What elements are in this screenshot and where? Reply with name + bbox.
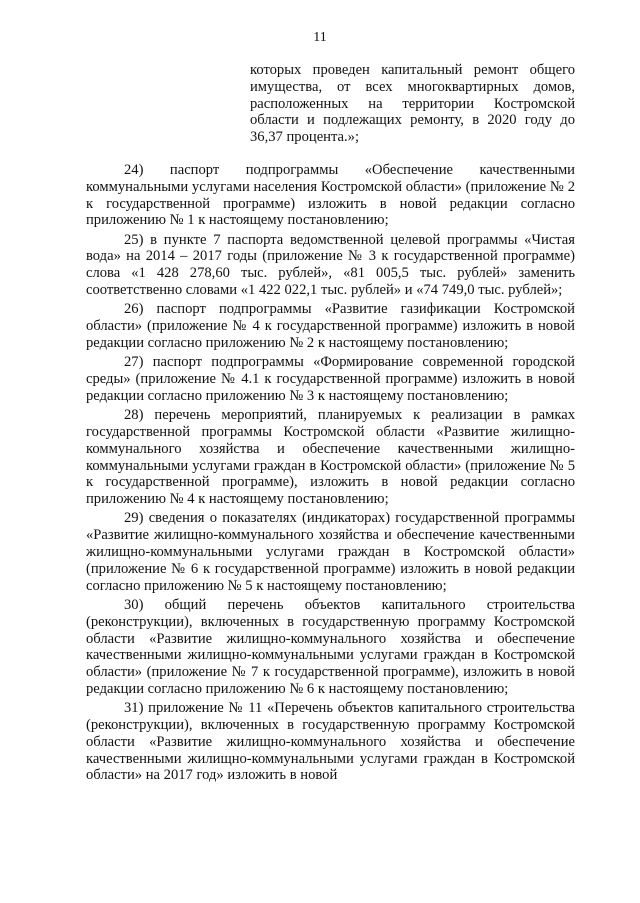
- paragraph-29: 29) сведения о показателях (индикаторах) государственной программы «Развитие жилищно-коммунального хозяйства и обеспечение качественными жилищно-коммунальными услугами граждан в Костромской области» (приложение № 6 к государственной программе) изложить в новой редакции согласно приложению № 5 к настоящему постановлению;: [86, 510, 575, 594]
- paragraph-26: 26) паспорт подпрограммы «Развитие газификации Костромской области» (приложение № 4 к государственной программе) изложить в новой редакции согласно приложению № 2 к настоящему постановлению;: [86, 301, 575, 351]
- paragraph-27: 27) паспорт подпрограммы «Формирование современной городской среды» (приложение № 4.1 к государственной программе) изложить в новой редакции согласно приложению № 3 к настоящему постановлению;: [86, 354, 575, 404]
- paragraph-24: 24) паспорт подпрограммы «Обеспечение качественными коммунальными услугами населения Костромской области» (приложение № 2 к государственной программе) изложить в новой редакции согласно приложению № 1 к настоящему постановлению;: [86, 161, 575, 229]
- paragraph-31: 31) приложение № 11 «Перечень объектов капитального строительства (реконструкции), включенных в государственную программу Костромской области «Развитие жилищно-коммунального хозяйства и обеспечение качественными жилищно-коммунальными услугами граждан в Костромской области» на 2017 год» изложить в новой: [86, 700, 575, 784]
- paragraph-25: 25) в пункте 7 паспорта ведомственной целевой программы «Чистая вода» на 2014 – 2017 годы (приложение № 3 к государственной программе) слова «1 428 278,60 тыс. рублей», «81 005,5 тыс. рублей» заменить соответственно словами «1 422 022,1 тыс. рублей» и «74 749,0 тыс. рублей»;: [86, 231, 575, 299]
- document-body: [86, 62, 575, 787]
- continuation-text: которых проведен капитальный ремонт общего имущества, от всех многоквартирных домов, расположенных на территории Костромской области и подлежащих ремонту, в 2020 году до 36,37 процента.»;: [250, 62, 575, 146]
- paragraph-30: 30) общий перечень объектов капитального строительства (реконструкции), включенных в государственную программу Костромской области «Развитие жилищно-коммунального хозяйства и обеспечение качественными жилищно-коммунальными услугами граждан в Костромской области» (приложение № 7 к государственной программе), изложить в новой редакции согласно приложению № 6 к настоящему постановлению;: [86, 596, 575, 697]
- paragraph-28: 28) перечень мероприятий, планируемых к реализации в рамках государственной программы Костромской области «Развитие жилищно-коммунального хозяйства и обеспечение качественными жилищно-коммунальными услугами граждан в Костромской области» (приложение № 5 к государственной программе), изложить в новой редакции согласно приложению № 4 к настоящему постановлению;: [86, 407, 575, 508]
- page-number: 11: [313, 30, 327, 45]
